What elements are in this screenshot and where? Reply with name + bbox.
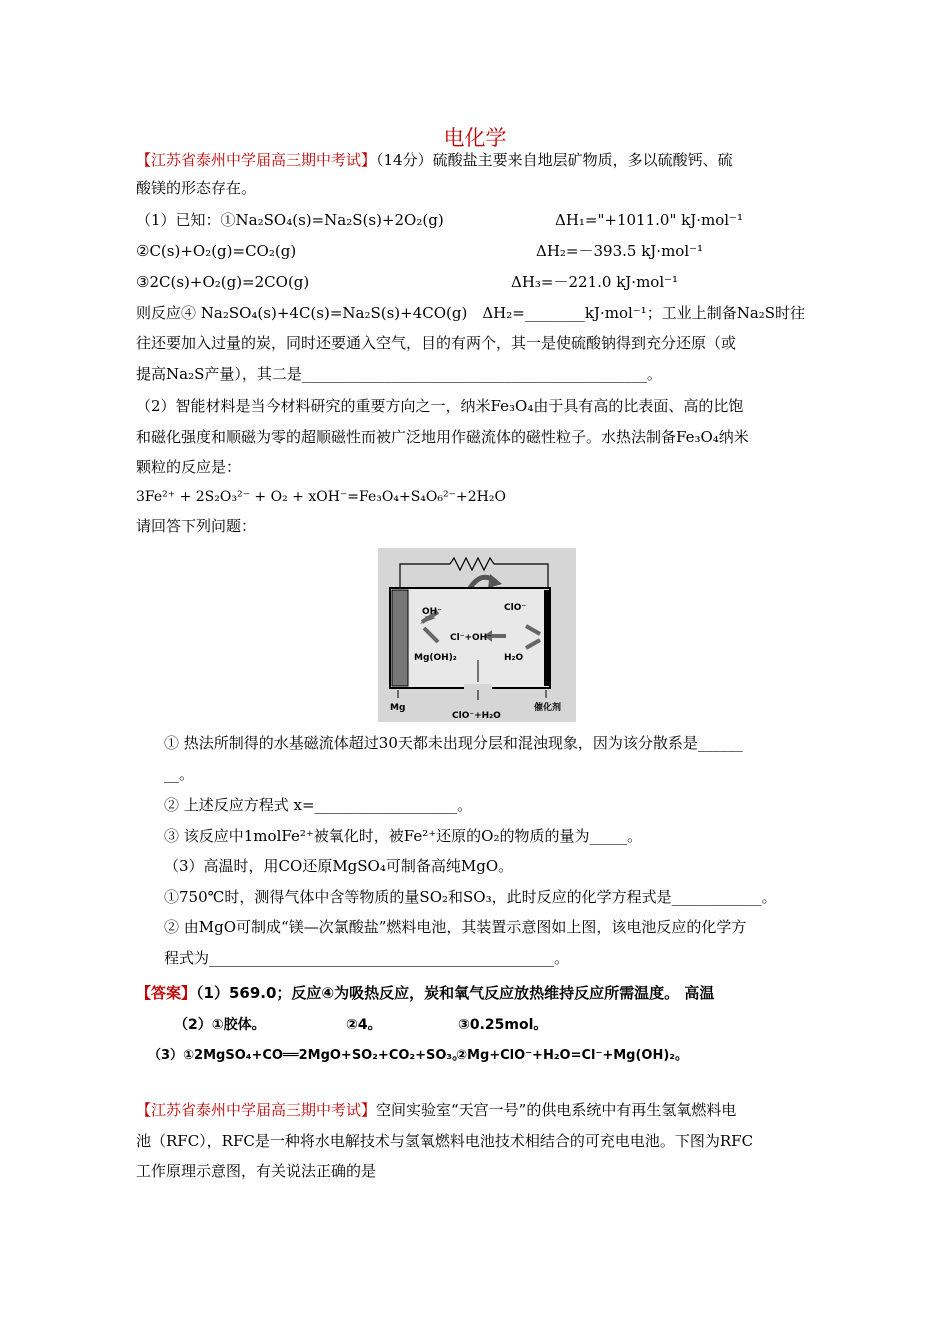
answer-line-3a: （3）①2MgSO₄+CO══2MgO+SO₂+CO₂+SO₃。 <box>148 1048 466 1063</box>
label-cl-oh: Cl⁻+OH⁻ <box>450 633 492 643</box>
page-title: 电化学 <box>443 126 507 150</box>
q2-text-1: 空间实验室“天宫一号”的供电系统中有再生氢氧燃料电 <box>376 1101 737 1119</box>
label-h2o: H₂O <box>504 653 524 663</box>
eq2: ②C(s)+O₂(g)=CO₂(g) <box>136 242 297 260</box>
answer-line-1 <box>136 983 714 1003</box>
answer-line-2c: ③0.25mol。 <box>458 1017 548 1033</box>
sub1-line1: ① 热法所制得的水基磁流体超过30天都未出现分层和混浊现象，因为该分散系是______ <box>164 734 743 752</box>
sub2: ② 上述反应方程式 x=___________________。 <box>164 796 473 814</box>
label-oh: OH⁻ <box>422 607 442 617</box>
battery-diagram <box>378 548 576 722</box>
eq4-line3: 提高Na₂S产量），其二是______________________________________________。 <box>136 365 662 383</box>
mg-electrode <box>392 590 408 686</box>
delta-h3: ΔH₃=－221.0 kJ·mol⁻¹ <box>511 273 679 291</box>
answer-line-2a: （2）①胶体。 <box>174 1017 266 1033</box>
question-2-intro <box>136 1100 736 1120</box>
part2-line2: 和磁化强度和顺磁为零的超顺磁性而被广泛地用作磁流体的磁性粒子。水热法制备Fe₃O₄纳米 <box>136 428 749 446</box>
sub3: ③ 该反应中1molFe²⁺被氧化时，被Fe²⁺还原的O₂的物质的量为_____。 <box>164 827 642 845</box>
delta-h2: ΔH₂=－393.5 kJ·mol⁻¹ <box>536 242 704 260</box>
source-tag: 【江苏省泰州中学届高三期中考试】 <box>136 151 377 169</box>
part2-line1: （2）智能材料是当今材料研究的重要方向之一，纳米Fe₃O₄由于具有高的比表面、高的比饱 <box>136 397 744 415</box>
intro-line-2: 酸镁的形态存在。 <box>136 179 257 197</box>
answer-tag: 【答案】 <box>136 984 197 1002</box>
please-answer: 请回答下列问题： <box>136 517 257 535</box>
part3-sub2-line2: 程式为______________________________________________。 <box>164 949 570 967</box>
sub1-line2: __。 <box>164 765 195 783</box>
part3-sub2-line1: ② 由MgO可制成“镁—次氯酸盐”燃料电池，其装置示意图如上图，该电池反应的化学方 <box>164 918 747 936</box>
part3-sub1: ①750℃时，测得气体中含等物质的量SO₂和SO₃，此时反应的化学方程式是____________。 <box>164 888 777 906</box>
answer-text-1: （1）569.0；反应④为吸热反应，炭和氧气反应放热维持反应所需温度。 高温 <box>196 984 715 1002</box>
q2-line2: 池（RFC），RFC是一种将水电解技术与氢氧燃料电池技术相结合的可充电电池。下图为RFC <box>136 1132 754 1150</box>
part2-line3: 颗粒的反应是： <box>136 458 242 476</box>
part1-label: （1）已知：① <box>136 211 236 229</box>
intro-text: （14分）硫酸盐主要来自地层矿物质，多以硫酸钙、硫 <box>376 151 733 169</box>
battery-diagram-svg <box>378 548 576 722</box>
label-clo: ClO⁻ <box>504 603 527 613</box>
catalyst-electrode <box>544 590 549 686</box>
eq4: 则反应④ Na₂SO₄(s)+4C(s)=Na₂S(s)+4CO(g) ΔH₂=________kJ·mol⁻¹；工业上制备Na₂S时往 <box>136 304 806 322</box>
eq1: Na₂SO₄(s)=Na₂S(s)+2O₂(g) <box>235 211 444 229</box>
answer-line-2b: ②4。 <box>346 1017 382 1033</box>
label-clo-h2o: ClO⁻+H₂O <box>452 711 501 721</box>
delta-h1: ΔH₁="+1011.0" kJ·mol⁻¹ <box>555 211 743 229</box>
label-mgoh2: Mg(OH)₂ <box>414 653 457 663</box>
label-mg: Mg <box>390 703 406 713</box>
answer-line-3b: ②Mg+ClO⁻+H₂O=Cl⁻+Mg(OH)₂。 <box>456 1048 688 1063</box>
reaction-equation: 3Fe²⁺ + 2S₂O₃²⁻ + O₂ + xOH⁻=Fe₃O₄+S₄O₆²⁻+2H₂O <box>136 489 506 505</box>
resistor-icon <box>450 558 494 570</box>
eq4-line2: 往还要加入过量的炭，同时还要通入空气，目的有两个，其一是使硫酸钠得到充分还原（或 <box>136 334 737 352</box>
q2-line3: 工作原理示意图，有关说法正确的是 <box>136 1162 377 1180</box>
eq3: ③2C(s)+O₂(g)=2CO(g) <box>136 273 310 291</box>
part1-eq1 <box>136 210 444 230</box>
source-tag-2: 【江苏省泰州中学届高三期中考试】 <box>136 1101 377 1119</box>
label-catalyst: 催化剂 <box>534 703 562 713</box>
question-1-intro <box>136 150 733 170</box>
part3: （3）高温时，用CO还原MgSO₄可制备高纯MgO。 <box>164 857 514 875</box>
